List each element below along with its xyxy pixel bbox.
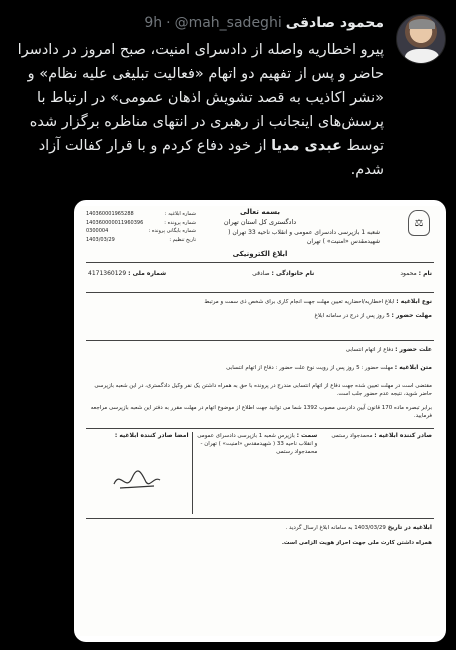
- doc-court: دادگستری کل استان تهران: [223, 218, 297, 226]
- signature-label: امضا صادر کننده ابلاغیه :: [114, 432, 189, 439]
- post-value: بازپرس شعبه 1 بازپرسی دادسرای عمومی و انقلاب ناحیه 33 ( شهیدمقدس «امنیت» ) تهران - محمدجواد رستمی: [197, 433, 318, 455]
- sent-text: به سامانه ابلاغ ارسال گردید .: [285, 525, 353, 531]
- body-line3: برابر تبصره ماده 170 قانون آیین دادرسی مصوب 1392 شما می توانید جهت اطلاع از موضوع اتهام در مهلت مقرر به دفتر این شعبه بازپرسی مراجعه فرمایید.: [90, 405, 432, 419]
- meta-value: 140360000011960396: [86, 219, 144, 226]
- tweet-text-part1: پیرو اخطاریه واصله از دادسرای امنیت، صبح امروز در دادسرا حاضر و پس از تفهیم دو اتهام «فعالیت تبلیغی علیه نظام» و «نشر اکاذیب به قصد تشویش اذهان عمومی» در ارتباط با پرسش‌های اینجانب از رهبری در انتهای مناظره برگزار شده توسط: [17, 42, 384, 154]
- author-handle[interactable]: @mah_sadeghi: [174, 15, 282, 31]
- party-family-label: نام خانوادگی :: [271, 270, 315, 277]
- emblem-icon: ⚖: [408, 210, 430, 236]
- issuer-name: محمدجواد رستمی: [331, 433, 373, 439]
- party-row: [88, 270, 432, 277]
- reason-line: [88, 346, 432, 354]
- tweet-time[interactable]: 9h: [144, 15, 163, 31]
- divider: [86, 292, 434, 293]
- doc-bismillah: بسمه تعالی: [239, 208, 281, 216]
- separator: ·: [166, 15, 171, 31]
- divider: [86, 340, 434, 341]
- reason-label: علت حضور :: [395, 346, 432, 353]
- avatar[interactable]: [396, 14, 446, 64]
- divider: [86, 518, 434, 519]
- avatar-shirt: [405, 49, 439, 64]
- deadline-value: 5: [386, 313, 390, 319]
- party-family-group: [252, 270, 314, 277]
- meta-value: 0300004: [86, 228, 109, 234]
- doc-meta: [86, 210, 196, 244]
- body-line2: مقتضی است در مهلت تعیین شده جهت دفاع از اتهام انتسابی مندرج در پرونده با حق به همراه داشتن یک نفر وکیل دادگستری، در این شعبه بازپرسی حاضر شوید، نتیجه عدم حضور جلب است.: [94, 383, 432, 397]
- tweet-mention: عبدی مدیا: [271, 138, 342, 154]
- party-name-group: [400, 270, 432, 277]
- deadline-label: مهلت حضور :: [391, 312, 432, 319]
- tweet-header: [10, 12, 384, 34]
- party-family: صادقی: [252, 270, 270, 277]
- body-label-line: [88, 364, 432, 372]
- meta-label: شماره پرونده :: [164, 219, 196, 226]
- body-label: متن ابلاغیه :: [394, 364, 432, 371]
- signature-icon: [110, 466, 164, 494]
- document-paper: [80, 206, 440, 636]
- sent-date: 1403/03/29: [354, 525, 386, 531]
- meta-row: [86, 219, 196, 228]
- meta-row: [86, 227, 196, 236]
- divider: [86, 262, 434, 263]
- body-line1: مهلت حضور : 5 روز پس از رویت نوع علت حضور : دفاع از اتهام انتسابی: [226, 365, 394, 371]
- deadline-text: روز پس از درج در سامانه ابلاغ: [314, 313, 385, 319]
- party-name: محمود: [400, 270, 417, 277]
- meta-label: شماره ابلاغیه :: [164, 211, 196, 217]
- national-id-label: شماره ملی :: [128, 270, 167, 277]
- type-line: [88, 298, 432, 306]
- type-label: نوع ابلاغیه :: [396, 298, 432, 305]
- deadline-line: [88, 312, 432, 320]
- sent-line: [88, 524, 432, 531]
- sent-label: ابلاغیه در تاریخ: [387, 524, 432, 531]
- national-id-group: [88, 270, 166, 277]
- type-value: ابلاغ اخطاریه/احضاریه تعیین مهلت جهت انجام کاری برای شخص ذی سمت و مرتبط: [204, 299, 395, 305]
- meta-label: تاریخ تنظیم :: [169, 236, 196, 243]
- meta-label: شماره بایگانی پرونده :: [148, 228, 196, 234]
- party-name-label: نام :: [418, 270, 432, 277]
- meta-value: 1403/03/29: [86, 236, 115, 243]
- doc-title: ابلاغ الکترونیکی: [232, 250, 288, 258]
- issuer-label: صادر کننده ابلاغیه :: [374, 432, 432, 439]
- divider: [86, 428, 434, 429]
- post-label: سمت :: [296, 432, 318, 439]
- tweet-text-part2: از خود دفاع کردم و با قرار کفالت آزاد شدم.: [38, 138, 384, 178]
- meta-value: 140360001965288: [86, 211, 134, 217]
- tweet-text: [12, 38, 384, 182]
- reason-value: دفاع از اتهام انتسابی: [345, 347, 394, 353]
- meta-row: [86, 236, 196, 245]
- avatar-hair: [409, 19, 435, 29]
- national-id: 4171360129: [88, 270, 127, 277]
- doc-branch: شعبه 1 بازپرسی دادسرای عمومی و انقلاب ناحیه 33 تهران ( شهیدمقدس «امنیت» ) تهران: [228, 229, 380, 245]
- doc-footer: همراه داشتن کارت ملی جهت احراز هویت الزامی است.: [281, 540, 432, 546]
- author-name[interactable]: محمود صادقی: [285, 15, 384, 31]
- post-col: [197, 432, 318, 514]
- meta-row: [86, 210, 196, 219]
- issuer-col: [321, 432, 432, 514]
- attached-document-image[interactable]: [74, 200, 446, 642]
